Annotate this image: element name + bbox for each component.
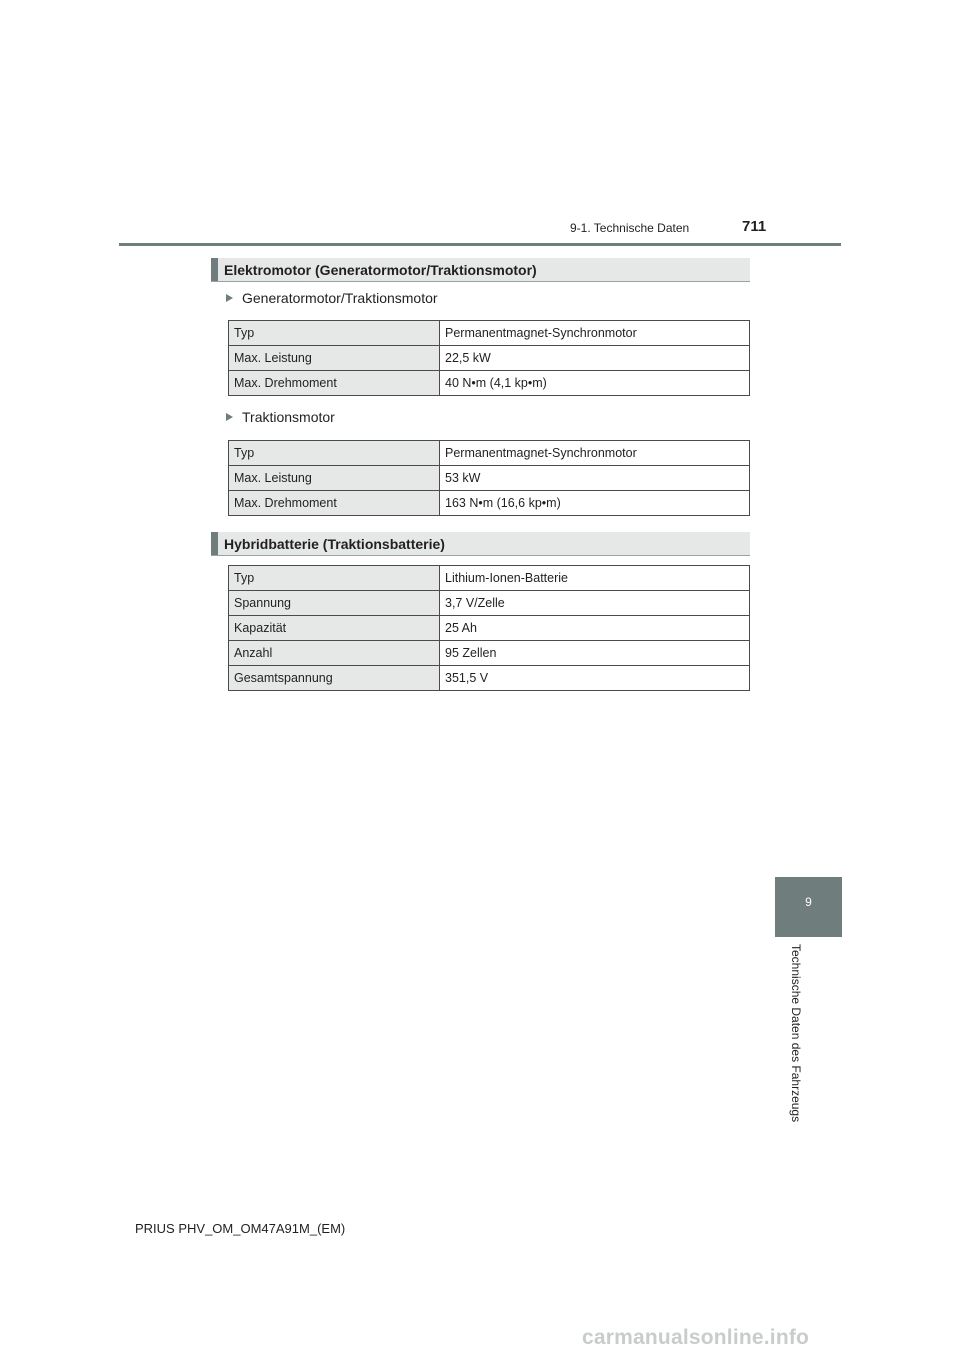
table-row — [229, 441, 750, 466]
table-row — [229, 371, 750, 396]
chapter-title-label: Technische Daten des Fahrzeugs — [789, 944, 803, 1123]
row-label: Kapazität — [229, 616, 440, 641]
spec-table-traktionsmotor — [228, 440, 750, 516]
row-label: Spannung — [229, 591, 440, 616]
row-label: Typ — [229, 566, 440, 591]
subheading-label: Traktionsmotor — [242, 409, 335, 425]
section-heading-elektromotor — [211, 258, 750, 282]
row-label: Anzahl — [229, 641, 440, 666]
chapter-title-vertical — [780, 944, 810, 1144]
table-row — [229, 566, 750, 591]
table-row — [229, 666, 750, 691]
section-heading-label: Hybridbatterie (Traktionsbatterie) — [224, 536, 445, 552]
table-row — [229, 641, 750, 666]
table-row — [229, 466, 750, 491]
table-row — [229, 616, 750, 641]
row-value: Lithium-Ionen-Batterie — [440, 566, 750, 591]
table-row — [229, 321, 750, 346]
row-label: Typ — [229, 441, 440, 466]
section-heading-label: Elektromotor (Generatormotor/Traktionsmotor) — [224, 262, 537, 278]
row-label: Gesamtspannung — [229, 666, 440, 691]
row-value: 22,5 kW — [440, 346, 750, 371]
document-id: PRIUS PHV_OM_OM47A91M_(EM) — [135, 1221, 346, 1236]
row-value: 163 N•m (16,6 kp•m) — [440, 491, 750, 516]
row-label: Max. Drehmoment — [229, 491, 440, 516]
table-row — [229, 591, 750, 616]
triangle-bullet-icon — [226, 294, 233, 302]
header-section-title: 9-1. Technische Daten — [570, 221, 690, 235]
section-marker — [211, 532, 218, 555]
subheading-generatormotor — [226, 290, 438, 306]
row-value: 40 N•m (4,1 kp•m) — [440, 371, 750, 396]
row-value: 351,5 V — [440, 666, 750, 691]
row-value: Permanentmagnet-Synchronmotor — [440, 321, 750, 346]
row-value: 53 kW — [440, 466, 750, 491]
row-value: Permanentmagnet-Synchronmotor — [440, 441, 750, 466]
spec-table-generatormotor — [228, 320, 750, 396]
chapter-tab — [775, 877, 842, 937]
row-value: 25 Ah — [440, 616, 750, 641]
section-heading-hybridbatterie — [211, 532, 750, 556]
chapter-number: 9 — [805, 895, 812, 909]
spec-table-hybridbatterie — [228, 565, 750, 691]
triangle-bullet-icon — [226, 413, 233, 421]
row-label: Typ — [229, 321, 440, 346]
watermark: carmanualsonline.info — [582, 1326, 810, 1349]
row-label: Max. Leistung — [229, 346, 440, 371]
subheading-label: Generatormotor/Traktionsmotor — [242, 290, 438, 306]
page-number: 711 — [742, 218, 767, 235]
subheading-traktionsmotor — [226, 409, 335, 425]
table-row — [229, 491, 750, 516]
row-value: 3,7 V/Zelle — [440, 591, 750, 616]
row-label: Max. Drehmoment — [229, 371, 440, 396]
table-row — [229, 346, 750, 371]
header-divider — [119, 243, 841, 246]
section-marker — [211, 258, 218, 281]
row-value: 95 Zellen — [440, 641, 750, 666]
row-label: Max. Leistung — [229, 466, 440, 491]
